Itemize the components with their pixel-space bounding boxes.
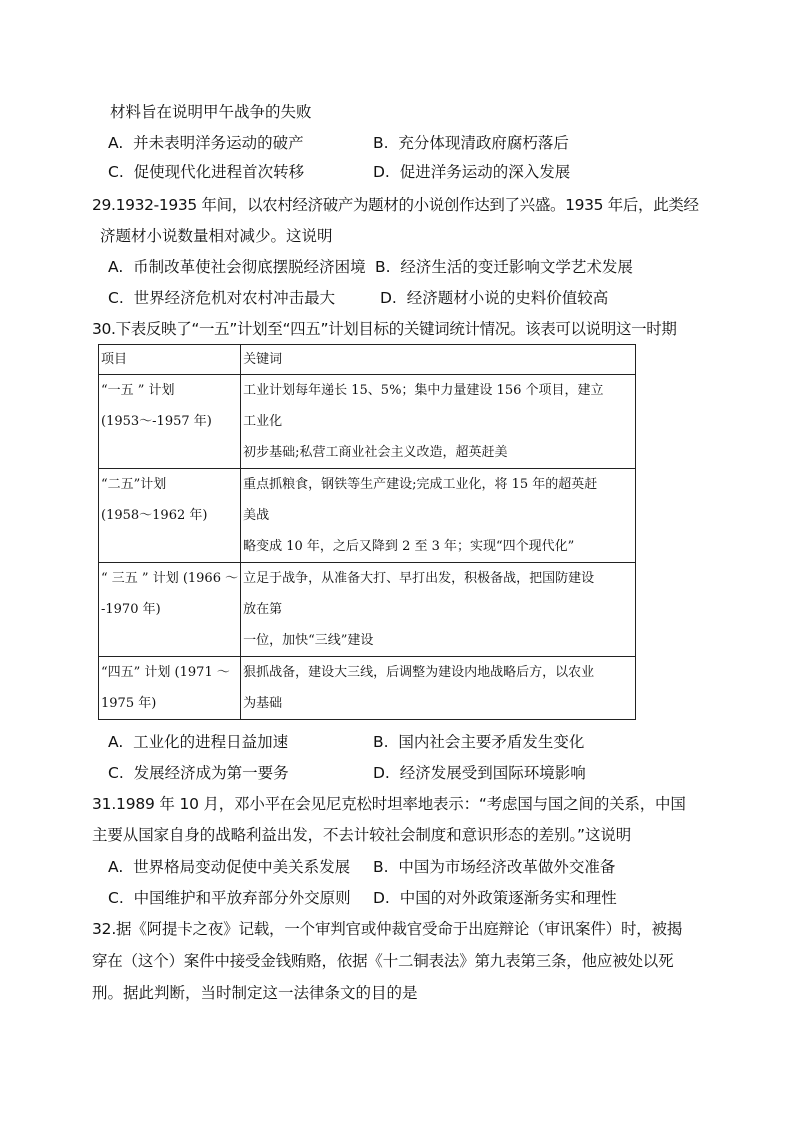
q28-option-a bbox=[108, 133, 304, 153]
cell-line: 狠抓战备，建设大三线，后调整为建设内地战略后方，以农业 bbox=[243, 665, 595, 680]
cell-line: 放在第 bbox=[243, 602, 283, 617]
option-text: 工业化的进程日益加速 bbox=[133, 733, 289, 751]
option-key: D. bbox=[380, 289, 397, 307]
table-row bbox=[99, 563, 636, 657]
table-cell-item bbox=[99, 375, 241, 469]
q28-stem-tail: 材料旨在说明甲午战争的失败 bbox=[110, 103, 312, 121]
option-key: C. bbox=[108, 163, 124, 181]
table-cell-item bbox=[99, 563, 241, 657]
q30-option-d bbox=[373, 763, 586, 783]
q30-stem-line-1: 30.下表反映了“一五”计划至“四五”计划目标的关键词统计情况。该表可以说明这一时期 bbox=[92, 320, 677, 338]
q30-option-a bbox=[108, 732, 288, 752]
option-key: D. bbox=[373, 764, 390, 782]
table-row bbox=[99, 657, 636, 720]
q30-option-b bbox=[373, 732, 584, 752]
cell-line: 立足于战争，从准备大打、早打出发，积极备战，把国防建设 bbox=[243, 571, 595, 586]
option-text: 国内社会主要矛盾发生变化 bbox=[398, 733, 585, 751]
cell-line: 一位，加快“三线”建设 bbox=[243, 633, 374, 648]
q30-option-c bbox=[108, 763, 289, 783]
cell-line: 美战 bbox=[243, 508, 270, 523]
option-key: B. bbox=[373, 858, 389, 876]
option-key: B. bbox=[373, 733, 389, 751]
q29-stem-line-2: 济题材小说数量相对减少。这说明 bbox=[100, 227, 333, 245]
cell-line: 重点抓粮食，钢铁等生产建设;完成工业化，将 15 年的超英赶 bbox=[243, 477, 598, 492]
q31-option-d bbox=[373, 888, 617, 908]
option-text: 世界经济危机对农村冲击最大 bbox=[133, 289, 336, 307]
q32-stem-line-2: 穿在（这个）案件中接受金钱贿赂，依据《十二铜表法》第九表第三条，他应被处以死 bbox=[92, 952, 674, 970]
q32-stem-line-3: 刑。据此判断，当时制定这一法律条文的目的是 bbox=[92, 984, 418, 1002]
cell-line: “四五” 计划 (1971 ～ bbox=[101, 665, 230, 680]
option-key: B. bbox=[375, 258, 391, 276]
option-text: 币制改革使社会彻底摆脱经济困境 bbox=[133, 258, 366, 276]
option-text: 经济生活的变迁影响文学艺术发展 bbox=[400, 258, 633, 276]
cell-line: 1975 年) bbox=[101, 696, 157, 711]
cell-line: “一五 ” 计划 bbox=[101, 383, 175, 398]
option-key: D. bbox=[373, 163, 390, 181]
table-row bbox=[99, 375, 636, 469]
cell-line: -1970 年) bbox=[101, 602, 161, 617]
option-key: C. bbox=[108, 764, 124, 782]
option-text: 并未表明洋务运动的破产 bbox=[133, 134, 304, 152]
table-header-row bbox=[99, 345, 636, 375]
table-header-item: 项目 bbox=[99, 345, 241, 375]
q31-option-b bbox=[373, 857, 615, 877]
q29-option-c bbox=[108, 288, 335, 308]
q31-option-c bbox=[108, 888, 351, 908]
q29-option-b bbox=[375, 257, 633, 277]
q31-stem-line-1: 31.1989 年 10 月，邓小平在会见尼克松时坦率地表示：“考虑国与国之间的关系，中国 bbox=[92, 795, 686, 813]
option-key: D. bbox=[373, 889, 390, 907]
cell-line: “ 三五 ” 计划 (1966 ～ bbox=[101, 571, 239, 586]
cell-line: 工业化 bbox=[243, 414, 283, 429]
option-key: B. bbox=[373, 134, 389, 152]
option-text: 促使现代化进程首次转移 bbox=[133, 163, 305, 181]
table-header-keywords: 关键词 bbox=[241, 345, 636, 375]
cell-line: 初步基础;私营工商业社会主义改造，超英赶美 bbox=[243, 445, 508, 460]
option-key: A. bbox=[108, 258, 124, 276]
option-text: 经济题材小说的史料价值较高 bbox=[406, 289, 609, 307]
cell-line: (1953～-1957 年) bbox=[101, 414, 212, 429]
q31-stem-line-2: 主要从国家自身的战略利益出发，不去计较社会制度和意识形态的差别。”这说明 bbox=[92, 826, 632, 844]
option-text: 世界格局变动促使中美关系发展 bbox=[133, 858, 351, 876]
q28-option-c bbox=[108, 162, 304, 182]
option-text: 充分体现清政府腐朽落后 bbox=[398, 134, 569, 152]
cell-line: “二五”计划 bbox=[101, 477, 167, 492]
option-key: C. bbox=[108, 889, 124, 907]
option-text: 中国维护和平放弃部分外交原则 bbox=[133, 889, 351, 907]
option-key: A. bbox=[108, 733, 124, 751]
keyword-table bbox=[98, 344, 636, 720]
cell-line: (1958～1962 年) bbox=[101, 508, 208, 523]
table-row bbox=[99, 469, 636, 563]
option-text: 中国为市场经济改革做外交准备 bbox=[398, 858, 616, 876]
q28-option-b bbox=[373, 133, 569, 153]
table-cell-item bbox=[99, 657, 241, 720]
table-cell-keywords bbox=[241, 469, 636, 563]
cell-line: 为基础 bbox=[243, 696, 283, 711]
cell-line: 略变成 10 年，之后又降到 2 至 3 年；实现“四个现代化” bbox=[243, 539, 575, 554]
table-cell-item bbox=[99, 469, 241, 563]
option-key: A. bbox=[108, 134, 124, 152]
option-key: A. bbox=[108, 858, 124, 876]
q32-stem-line-1: 32.据《阿提卡之夜》记载，一个审判官或仲裁官受命于出庭辩论（审讯案件）时，被揭 bbox=[92, 920, 683, 938]
q29-stem-line-1: 29.1932-1935 年间，以农村经济破产为题材的小说创作达到了兴盛。1935 年后，此类经 bbox=[92, 196, 699, 214]
q29-option-a bbox=[108, 257, 366, 277]
option-text: 经济发展受到国际环境影响 bbox=[399, 764, 586, 782]
option-text: 促进洋务运动的深入发展 bbox=[399, 163, 571, 181]
q29-option-d bbox=[380, 288, 608, 308]
option-text: 发展经济成为第一要务 bbox=[133, 764, 289, 782]
q28-option-d bbox=[373, 162, 570, 182]
table-cell-keywords bbox=[241, 563, 636, 657]
option-text: 中国的对外政策逐渐务实和理性 bbox=[399, 889, 617, 907]
table-cell-keywords bbox=[241, 657, 636, 720]
cell-line: 工业计划每年递长 15、5%；集中力量建设 156 个项目，建立 bbox=[243, 383, 604, 398]
table-cell-keywords bbox=[241, 375, 636, 469]
q31-option-a bbox=[108, 857, 350, 877]
option-key: C. bbox=[108, 289, 124, 307]
